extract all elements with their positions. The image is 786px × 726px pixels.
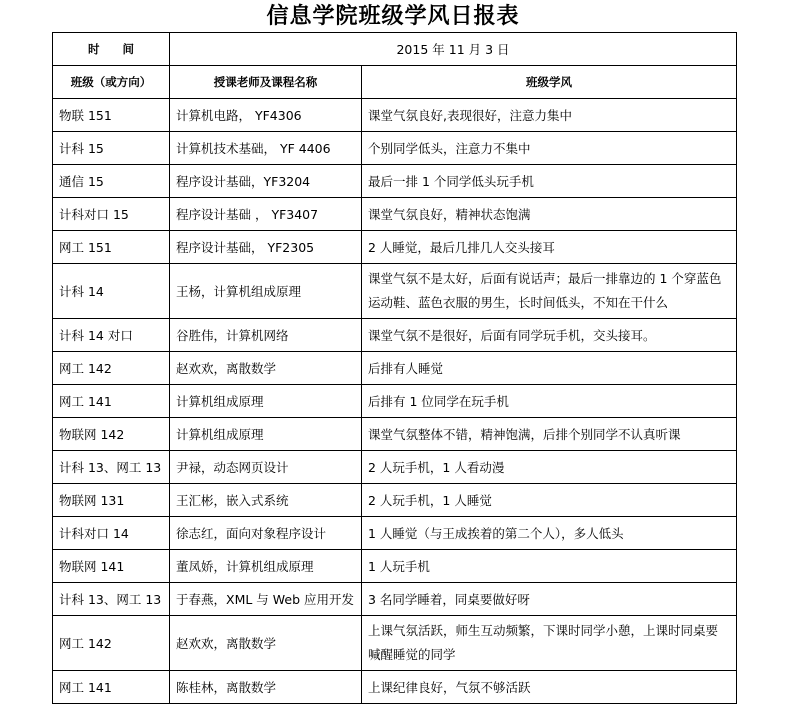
- header-row: [53, 66, 737, 99]
- report-table: [52, 32, 737, 704]
- class-style-cell: 1 人玩手机: [362, 550, 737, 583]
- teacher-course-cell: 徐志红，面向对象程序设计: [170, 517, 362, 550]
- class-style-cell: 课堂气氛良好，精神状态饱满: [362, 198, 737, 231]
- class-cell: 计科 14: [53, 264, 170, 319]
- table-row: [53, 418, 737, 451]
- class-cell: 计科对口 15: [53, 198, 170, 231]
- class-cell: 物联网 142: [53, 418, 170, 451]
- class-style-cell: 个别同学低头，注意力不集中: [362, 132, 737, 165]
- class-style-cell: 2 人玩手机，1 人睡觉: [362, 484, 737, 517]
- class-style-cell: 上课纪律良好，气氛不够活跃: [362, 671, 737, 704]
- teacher-course-cell: 计算机组成原理: [170, 418, 362, 451]
- table-row: [53, 319, 737, 352]
- table-row: [53, 451, 737, 484]
- teacher-course-cell: 尹禄，动态网页设计: [170, 451, 362, 484]
- time-label: 时 间: [53, 33, 170, 66]
- header-class-style: 班级学风: [362, 66, 737, 99]
- class-style-cell: 上课气氛活跃，师生互动频繁，下课时同学小憩，上课时同桌要喊醒睡觉的同学: [362, 616, 737, 671]
- teacher-course-cell: 于春燕，XML 与 Web 应用开发: [170, 583, 362, 616]
- teacher-course-cell: 董凤娇，计算机组成原理: [170, 550, 362, 583]
- teacher-course-cell: 赵欢欢，离散数学: [170, 616, 362, 671]
- teacher-course-cell: 赵欢欢，离散数学: [170, 352, 362, 385]
- table-row: [53, 165, 737, 198]
- class-style-cell: 后排有人睡觉: [362, 352, 737, 385]
- table-row: [53, 616, 737, 671]
- table-row: [53, 99, 737, 132]
- time-row: [53, 33, 737, 66]
- class-style-cell: 最后一排 1 个同学低头玩手机: [362, 165, 737, 198]
- class-style-cell: 2 人玩手机，1 人看动漫: [362, 451, 737, 484]
- header-class: 班级（或方向）: [53, 66, 170, 99]
- report-date: 2015 年 11 月 3 日: [170, 33, 737, 66]
- class-cell: 计科 13、网工 13: [53, 451, 170, 484]
- table-row: [53, 352, 737, 385]
- table-row: [53, 671, 737, 704]
- teacher-course-cell: 计算机组成原理: [170, 385, 362, 418]
- table-row: [53, 264, 737, 319]
- class-cell: 通信 15: [53, 165, 170, 198]
- class-cell: 网工 142: [53, 352, 170, 385]
- class-style-cell: 后排有 1 位同学在玩手机: [362, 385, 737, 418]
- class-style-cell: 1 人睡觉（与王成挨着的第二个人），多人低头: [362, 517, 737, 550]
- class-cell: 物联 151: [53, 99, 170, 132]
- teacher-course-cell: 王汇彬，嵌入式系统: [170, 484, 362, 517]
- class-cell: 网工 141: [53, 671, 170, 704]
- report-title: 信息学院班级学风日报表: [266, 3, 520, 29]
- table-row: [53, 198, 737, 231]
- class-cell: 计科对口 14: [53, 517, 170, 550]
- class-style-cell: 课堂气氛不是太好，后面有说话声；最后一排靠边的 1 个穿蓝色运动鞋、蓝色衣服的男生，长时间低头，不知在干什么: [362, 264, 737, 319]
- teacher-course-cell: 计算机电路， YF4306: [170, 99, 362, 132]
- table-row: [53, 517, 737, 550]
- teacher-course-cell: 程序设计基础 ， YF3407: [170, 198, 362, 231]
- teacher-course-cell: 程序设计基础， YF2305: [170, 231, 362, 264]
- teacher-course-cell: 陈桂林，离散数学: [170, 671, 362, 704]
- class-cell: 物联网 131: [53, 484, 170, 517]
- class-style-cell: 课堂气氛整体不错，精神饱满，后排个别同学不认真听课: [362, 418, 737, 451]
- table-row: [53, 484, 737, 517]
- class-cell: 计科 15: [53, 132, 170, 165]
- class-style-cell: 3 名同学睡着，同桌要做好呀: [362, 583, 737, 616]
- class-cell: 网工 142: [53, 616, 170, 671]
- class-style-cell: 课堂气氛不是很好，后面有同学玩手机，交头接耳。: [362, 319, 737, 352]
- table-row: [53, 132, 737, 165]
- class-cell: 网工 141: [53, 385, 170, 418]
- teacher-course-cell: 谷胜伟，计算机网络: [170, 319, 362, 352]
- class-cell: 物联网 141: [53, 550, 170, 583]
- teacher-course-cell: 王杨，计算机组成原理: [170, 264, 362, 319]
- header-teacher-course: 授课老师及课程名称: [170, 66, 362, 99]
- teacher-course-cell: 计算机技术基础， YF 4406: [170, 132, 362, 165]
- class-style-cell: 2 人睡觉，最后几排几人交头接耳: [362, 231, 737, 264]
- table-row: [53, 231, 737, 264]
- class-cell: 网工 151: [53, 231, 170, 264]
- table-row: [53, 583, 737, 616]
- class-cell: 计科 13、网工 13: [53, 583, 170, 616]
- class-style-cell: 课堂气氛良好,表现很好，注意力集中: [362, 99, 737, 132]
- table-row: [53, 550, 737, 583]
- table-row: [53, 385, 737, 418]
- class-cell: 计科 14 对口: [53, 319, 170, 352]
- teacher-course-cell: 程序设计基础，YF3204: [170, 165, 362, 198]
